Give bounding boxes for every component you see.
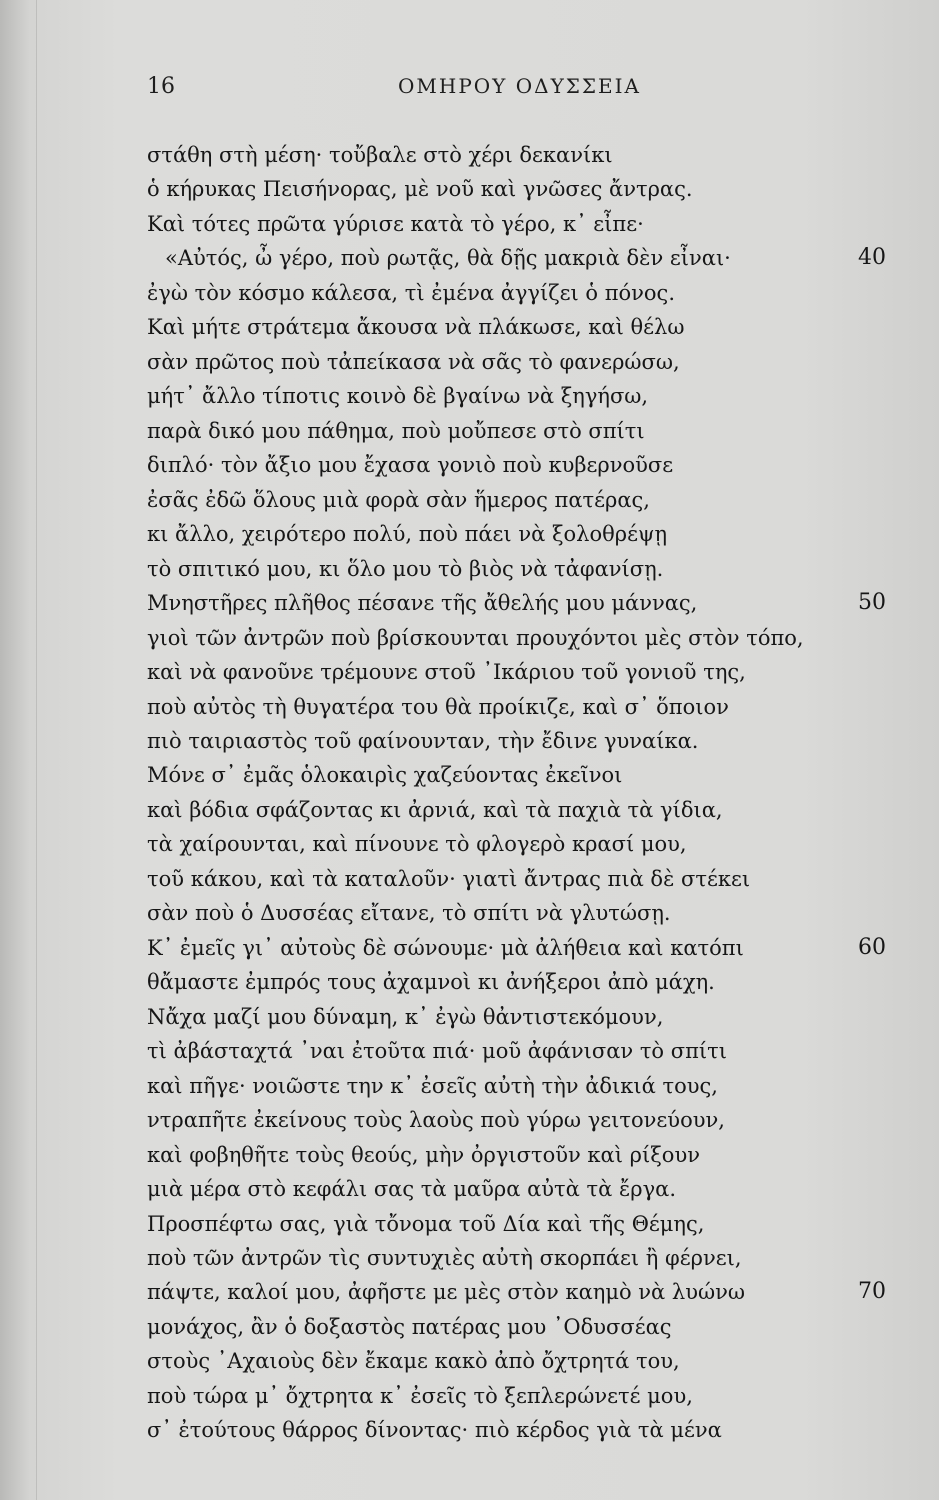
verse-text: «Αὐτός, ὦ γέρο, ποὺ ρωτᾷς, θὰ δῇς μακριὰ δὲν εἶναι· <box>165 246 731 271</box>
verse-text: τοῦ κάκου, καὶ τὰ καταλοῦν· γιατὶ ἄντρας πιὰ δὲ στέκει <box>147 866 751 891</box>
verse-text: τὸ σπιτικό μου, κι ὅλο μου τὸ βιὸς νὰ τἀφανίσῃ. <box>147 556 664 581</box>
verse-text: καὶ νὰ φανοῦνε τρέμουνε στοῦ ᾽Ικάριου τοῦ γονιοῦ της, <box>147 660 746 685</box>
verse-line <box>0 483 939 517</box>
verse-line <box>0 1000 939 1034</box>
verse-line <box>0 1310 939 1344</box>
verse-line <box>0 724 939 758</box>
verse-text: Μόνε σ᾽ ἐμᾶς ὁλοκαιρὶς χαζεύοντας ἐκεῖνοι <box>147 763 623 788</box>
verse-line <box>0 931 939 965</box>
verse-text: κι ἄλλο, χειρότερο πολύ, ποὺ πάει νὰ ξολοθρέψῃ <box>147 522 668 547</box>
verse-line <box>0 1103 939 1137</box>
verse-line <box>0 1275 939 1309</box>
verse-text: μιὰ μέρα στὸ κεφάλι σας τὰ μαῦρα αὐτὰ τὰ ἔργα. <box>147 1177 676 1202</box>
verse-line <box>0 655 939 689</box>
verse-line <box>0 552 939 586</box>
verse-line <box>0 1241 939 1275</box>
verse-text: σ᾽ ἐτούτους θάρρος δίνοντας· πιὸ κέρδος γιὰ τὰ μένα <box>147 1418 722 1443</box>
verse-line <box>0 276 939 310</box>
verse-line <box>0 1069 939 1103</box>
line-number: 40 <box>858 245 886 271</box>
verse-text: καὶ πῆγε· νοιῶστε την κ᾽ ἐσεῖς αὐτὴ τὴν ἀδικιά τους, <box>147 1073 718 1098</box>
verse-text: μήτ᾽ ἄλλο τίποτις κοινὸ δὲ βγαίνω νὰ ξηγήσω, <box>147 384 649 409</box>
verse-text: μονάχος, ἂν ὁ δοξαστὸς πατέρας μου ᾽Οδυσσέας <box>147 1314 672 1339</box>
line-number: 60 <box>858 934 886 960</box>
line-number: 50 <box>858 590 886 616</box>
verse-line <box>0 414 939 448</box>
page-header <box>0 74 939 104</box>
verse-text: στάθη στὴ μέση· τοὔβαλε στὸ χέρι δεκανίκι <box>147 143 613 167</box>
verse-text: ντραπῆτε ἐκείνους τοὺς λαοὺς ποὺ γύρω γειτονεύουν, <box>147 1108 725 1133</box>
verse-text: Νἄχα μαζί μου δύναμη, κ᾽ ἐγὼ θἀντιστεκόμουν, <box>147 1004 664 1029</box>
verse-text: πιὸ ταιριαστὸς τοῦ φαίνουνταν, τὴν ἔδινε γυναίκα. <box>147 728 699 753</box>
verse-line <box>0 207 939 241</box>
verse-text: διπλό· τὸν ἄξιο μου ἔχασα γονιὸ ποὺ κυβερνοῦσε <box>147 453 674 478</box>
verse-text: ποὺ τῶν ἀντρῶν τὶς συντυχιὲς αὐτὴ σκορπάει ἢ φέρνει, <box>147 1246 742 1270</box>
verse-text: πάψτε, καλοί μου, ἀφῆστε με μὲς στὸν καημὸ νὰ λυώνω <box>147 1280 746 1305</box>
verse-text: σὰν ποὺ ὁ Δυσσέας εἴτανε, τὸ σπίτι νὰ γλυτώσῃ. <box>147 901 671 926</box>
verse-text: γιοὶ τῶν ἀντρῶν ποὺ βρίσκουνται προυχόντοι μὲς στὸν τόπο, <box>147 625 804 650</box>
verse-text: Κ᾽ ἐμεῖς γι᾽ αὐτοὺς δὲ σώνουμε· μὰ ἀλήθεια καὶ κατόπι <box>147 935 744 960</box>
verse-line <box>0 827 939 861</box>
verse-text: τὰ χαίρουνται, καὶ πίνουνε τὸ φλογερὸ κρασί μου, <box>147 832 687 857</box>
verse-line <box>0 448 939 482</box>
verse-text: παρὰ δικό μου πάθημα, ποὺ μοὔπεσε στὸ σπίτι <box>147 418 645 443</box>
verse-line <box>0 1034 939 1068</box>
verse-line <box>0 172 939 206</box>
verse-line <box>0 1138 939 1172</box>
verse-text: καὶ βόδια σφάζοντας κι ἀρνιά, καὶ τὰ παχιὰ τὰ γίδια, <box>147 797 723 822</box>
verse-line <box>0 793 939 827</box>
verse-text: ὁ κήρυκας Πεισήνορας, μὲ νοῦ καὶ γνῶσες ἄντρας. <box>147 177 693 202</box>
verse-line <box>0 345 939 379</box>
verse-line <box>0 965 939 999</box>
verse-text: στοὺς ᾽Αχαιοὺς δὲν ἔκαμε κακὸ ἀπὸ ὄχτρητά του, <box>147 1349 680 1374</box>
verse-line <box>0 690 939 724</box>
verse-text: Προσπέφτω σας, γιὰ τὄνομα τοῦ Δία καὶ τῆς Θέμης, <box>147 1211 705 1236</box>
verse-text: Καὶ μήτε στράτεμα ἄκουσα νὰ πλάκωσε, καὶ θέλω <box>147 315 685 340</box>
verse-line <box>0 896 939 930</box>
verse-text: Μνηστῆρες πλῆθος πέσανε τῆς ἄθελής μου μάννας, <box>147 591 698 616</box>
verse-text: ποὺ τώρα μ᾽ ὄχτρητα κ᾽ ἐσεῖς τὸ ξεπλερώνετέ μου, <box>147 1383 693 1408</box>
verse-text: τὶ ἀβάσταχτά ᾽ναι ἐτοῦτα πιά· μοῦ ἀφάνισαν τὸ σπίτι <box>147 1039 727 1064</box>
verse-line <box>0 758 939 792</box>
verse-line <box>0 517 939 551</box>
verse-text: ποὺ αὐτὸς τὴ θυγατέρα του θὰ προίκιζε, καὶ σ᾽ ὅποιον <box>147 694 729 719</box>
verse-text: Καὶ τότες πρῶτα γύρισε κατὰ τὸ γέρο, κ᾽ εἶπε· <box>147 211 644 236</box>
verse-line <box>0 241 939 275</box>
verse-line <box>0 1172 939 1206</box>
verse-line <box>0 1344 939 1378</box>
verse-line <box>0 621 939 655</box>
page-number: 16 <box>147 74 175 99</box>
verse-line <box>0 1379 939 1413</box>
verse-text: καὶ φοβηθῆτε τοὺς θεούς, μὴν ὀργιστοῦν καὶ ρίξουν <box>147 1142 700 1167</box>
verse-text: ἐγὼ τὸν κόσμο κάλεσα, τὶ ἐμένα ἀγγίζει ὁ πόνος. <box>147 280 675 305</box>
verse-line <box>0 138 939 172</box>
verse-block <box>0 138 939 1448</box>
verse-line <box>0 1413 939 1447</box>
verse-line <box>0 586 939 620</box>
line-number: 70 <box>858 1279 886 1305</box>
verse-line <box>0 1207 939 1241</box>
verse-line <box>0 379 939 413</box>
verse-text: θἄμαστε ἐμπρός τους ἀχαμνοὶ κι ἀνήξεροι ἀπὸ μάχη. <box>147 970 715 995</box>
verse-line <box>0 310 939 344</box>
verse-text: σὰν πρῶτος ποὺ τἀπείκασα νὰ σᾶς τὸ φανερώσω, <box>147 349 680 374</box>
verse-text: ἐσᾶς ἐδῶ ὅλους μιὰ φορὰ σὰν ἥμερος πατέρας, <box>147 487 650 512</box>
running-title: ΟΜΗΡΟΥ ΟΔΥΣΣΕΙΑ <box>398 74 641 98</box>
verse-line <box>0 862 939 896</box>
